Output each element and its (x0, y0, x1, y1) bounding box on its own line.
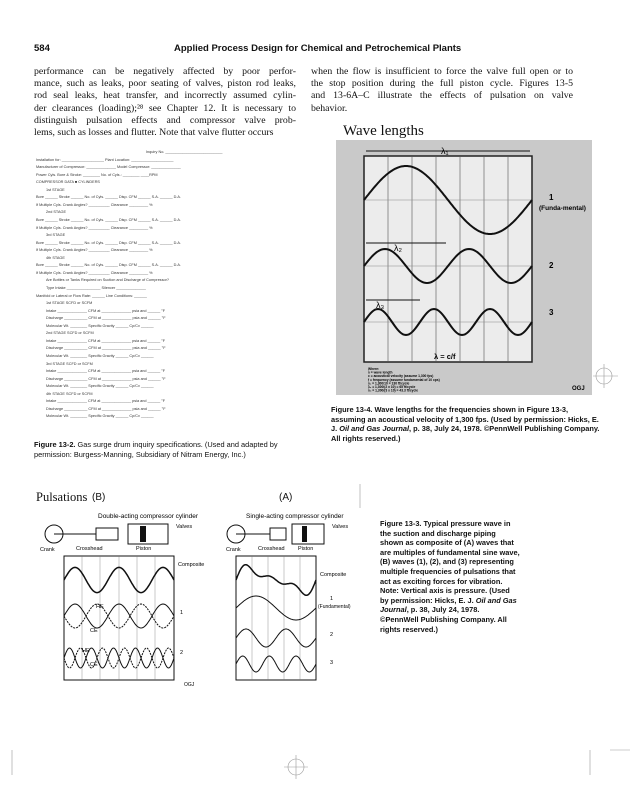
legend-line: Where: (368, 367, 380, 371)
panel-a-label: (A) (279, 492, 293, 503)
right-column-line: and 13-6A–C illustrate the effects of pulsation on valve (311, 90, 573, 102)
composite-label-b: Composite (178, 562, 205, 568)
panel-b-label-1: 1 (180, 610, 184, 616)
legend-line: λ₂ = 1,300/(2 x 10) = 65 ft/cycle (368, 385, 416, 389)
piston-label-b: Piston (136, 546, 152, 552)
right-column-line: behavior. (311, 102, 348, 114)
form-line: Bore ______ Stroke ______ No. of Cyls. ______ Disp. CFM ______ S.A. ______ D.A. (36, 263, 182, 268)
right-column-line: the stop position during the full piston cycle. Figures 13-5 (311, 78, 573, 90)
form-line: 2nd STAGE (46, 210, 66, 215)
form-line: Intake ______________ CFM at ______________ psia and ______ °F (46, 308, 166, 313)
figure-13-4-caption-pre: Wave lengths for the frequencies shown in Figure 13-3, assuming an acoustical velocity of 1,300 fps. (Used by permission: Hicks, E. J. (331, 405, 599, 434)
figure-13-2-caption-text: Gas surge drum inquiry specifications. (Used and adapted by permission: Burgess-Manning, Subsidiary of Nitram Energy, Inc.) (34, 440, 278, 459)
panel-b-label-2: 2 (180, 650, 184, 656)
left-column-line: performance can be negatively affected by poor perfor- (34, 66, 296, 77)
wave-label-3: 3 (549, 308, 554, 317)
form-line: Molecular Wt. ________ Specific Gravity ______ Cp/Cv ______ (46, 323, 154, 328)
form-line: Manifold or Lateral or Flow Rate: ______ Line Conditions: ______ (36, 293, 147, 298)
crosshead-label-b: Crosshead (76, 546, 103, 552)
form-line: Inquiry No. ___________________________ (146, 150, 223, 154)
form-line: Installation for: ____________________ Plant Location: ____________________ (36, 157, 174, 162)
legend-line: λ₃ = 1,300/(3 x 10) = 43.3 ft/cycle (368, 388, 419, 393)
wave-label-1-fundamental: (Funda-mental) (539, 205, 586, 212)
form-line: Bore ______ Stroke ______ No. of Cyls. ______ Disp. CFM ______ S.A. ______ D.A. (36, 218, 182, 222)
form-line: Discharge ___________ CFM at ______________ psia and ______ °F (46, 406, 166, 411)
figure-13-3-label: Figure 13-3. (380, 519, 422, 528)
legend-line: f = frequency (assume fundamental of 10 cps) (368, 377, 440, 382)
valves-label-a: Valves (332, 524, 349, 530)
panel-b-heading: Double-acting compressor cylinder (98, 513, 199, 520)
lambda-3-label: λ₃ (376, 300, 385, 310)
form-line: Are Bottles or Tanks Required on Suction and Discharge of Compressor? (46, 278, 169, 283)
wave-lengths-title: Wave lengths (343, 123, 424, 139)
form-line: If Multiple Cyls. Crank Angles? __________ Clearance _________ % (36, 202, 153, 207)
lambda-1-label: λ₁ (441, 146, 449, 156)
form-line: Intake ______________ CFM at ______________ psia and ______ °F (46, 399, 166, 404)
form-line: 1st STAGE (46, 187, 65, 192)
form-line: COMPRESSOR DATA ■ CYLINDERS (36, 180, 100, 185)
he-label-2: HE (82, 648, 90, 654)
panel-a-label-2: 2 (330, 632, 334, 638)
wave-label-1: 1 (549, 193, 554, 202)
panel-a-label-1: 1 (330, 596, 334, 602)
right-column-line: when the flow is insufficient to force the valve full open or to (311, 66, 573, 77)
form-line: Manufacturer of Compressor: ______________ Model Compressor: ______________ (36, 165, 181, 170)
legend-line: λ₁ = 1,300/10 = 130 ft/cycle (368, 381, 410, 386)
figure-13-2-label: Figure 13-2. (34, 440, 76, 449)
form-line: Molecular Wt. ________ Specific Gravity ______ Cp/Cv ______ (46, 354, 154, 358)
panel-a-heading: Single-acting compressor cylinder (246, 513, 344, 520)
figure-13-3-caption-post: , p. 38, July 24, 1978. ©PennWell Publishing Company. All rights reserved.) (380, 605, 507, 634)
ogj-tag-b: OGJ (184, 682, 195, 688)
form-line: Discharge ___________ CFM at ______________ psia and ______ °F (46, 376, 166, 381)
figure-13-4-journal: Oil and Gas Journal (339, 424, 410, 434)
left-column-line: der clearances (loading);²⁸ see Chapter 12. It is necessary to (34, 102, 296, 114)
he-label: HE (96, 604, 104, 610)
left-column-line: lems, such as losses and flutter. Note that valve flutter occurs (34, 127, 274, 139)
left-column-line: rod seal leaks, heat transfer, and incorrectly assumed cylin- (34, 90, 296, 102)
panel-a-fundamental-label: (Fundamental) (318, 604, 351, 610)
form-line: Power Cyls. Bore & Stroke: ________ No. of Cyls.: ________ ____RPM (36, 172, 158, 177)
form-line: Bore ______ Stroke ______ No. of Cyls. ______ Disp. CFM ______ S.A. ______ D.A. (36, 240, 182, 245)
form-line: Discharge ___________ CFM at ______________ psia and ______ °F (46, 346, 166, 351)
form-line: Molecular Wt. ________ Specific Gravity ______ Cp/Cv ______ (46, 384, 154, 389)
page-number: 584 (34, 43, 50, 54)
form-line: Intake ______________ CFM at ______________ psia and ______ °F (46, 338, 166, 343)
form-line: 4th STAGE (46, 255, 65, 260)
form-line: Bore ______ Stroke ______ No. of Cyls. ______ Disp. CFM ______ S.A. ______ D.A. (36, 195, 182, 200)
form-line: If Multiple Cyls. Crank Angles? __________ Clearance _________ % (36, 225, 153, 230)
lambda-2-label: λ₂ (394, 243, 402, 253)
panel-b-label: (B) (92, 492, 106, 503)
figure-13-3-journal: Oil and Gas Journal (380, 595, 517, 615)
legend-line: λ = wave length (368, 370, 393, 375)
crank-label-b: Crank (40, 547, 55, 553)
form-line: Type Intake ________________ Silencer ______________ (46, 286, 146, 290)
left-column-line: mance, such as leaks, poor seating of valves, piston rod leaks, (34, 78, 296, 90)
pulsations-title: Pulsations (36, 490, 88, 504)
left-column-line: distinguish pulsation effects and compressor valve prob- (34, 114, 296, 126)
figure-13-3-caption-pre: Typical pressure wave in the suction and discharge piping shown as composite of (A) waves that are multiples of fundamental sine wave, (B) waves (1), (2), and (3) representing multiple frequencies of pulsations that act as exciting forces for vibration. Note: Vertical axis is pressure. (Used by permission: Hicks, E. J. (380, 519, 520, 605)
form-line: 1st STAGE SCFD or SCFM (46, 301, 93, 306)
panel-a-label-3: 3 (330, 660, 334, 666)
form-line: If Multiple Cyls. Crank Angles? __________ Clearance _________ % (36, 248, 153, 253)
form-line: 2nd STAGE SCFD or SCFM (46, 331, 94, 336)
ogj-tag: OGJ (572, 386, 585, 392)
ce-label-2: CE (90, 662, 98, 668)
wave-label-2: 2 (549, 261, 554, 270)
running-title: Applied Process Design for Chemical and Petrochemical Plants (174, 43, 462, 54)
wavelength-formula: λ = c/f (434, 352, 456, 361)
piston-label-a: Piston (298, 546, 314, 552)
form-line: Discharge ___________ CFM at ______________ psia and ______ °F (46, 316, 166, 321)
crosshead-label-a: Crosshead (258, 546, 285, 552)
ce-label: CE (90, 628, 98, 634)
form-line: 4th STAGE SCFD or SCFM (46, 391, 93, 396)
form-line: 3rd STAGE (46, 233, 66, 238)
composite-label-a: Composite (320, 572, 347, 578)
figure-13-4-caption-post: , p. 38, July 24, 1978. ©PennWell Publishing Company. All rights reserved.) (331, 424, 600, 443)
form-line: Intake ______________ CFM at ______________ psia and ______ °F (46, 369, 166, 374)
valves-label-b: Valves (176, 524, 193, 530)
legend-line: c = acoustical velocity (assume 1,300 fps) (368, 374, 434, 379)
form-line: Molecular Wt. ________ Specific Gravity ______ Cp/Cv ______ (46, 414, 154, 419)
form-line: If Multiple Cyls. Crank Angles? __________ Clearance _________ % (36, 270, 153, 275)
form-line: 3rd STAGE SCFD or SCFM (46, 361, 93, 366)
figure-13-4-label: Figure 13-4. (331, 405, 373, 414)
crank-label-a: Crank (226, 547, 241, 553)
